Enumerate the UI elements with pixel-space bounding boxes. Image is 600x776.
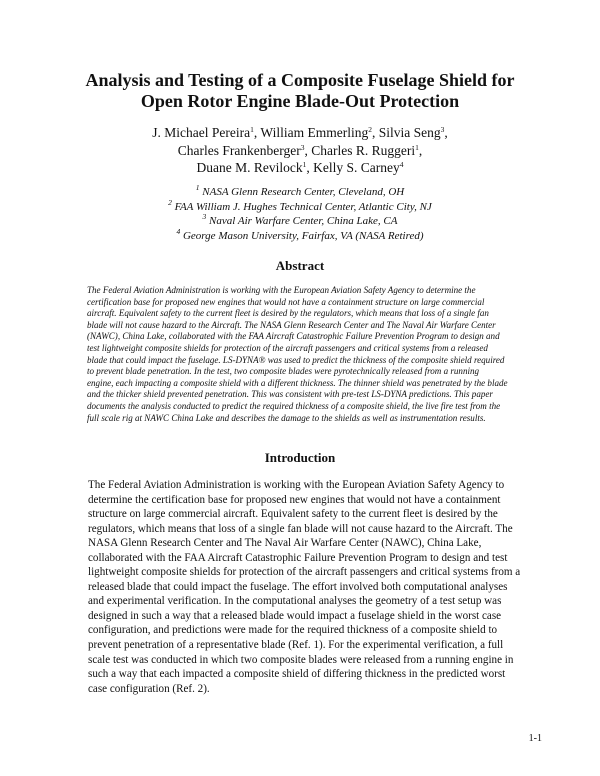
affiliation-text: Naval Air Warfare Center, China Lake, CA [209,215,398,227]
author-affiliation-mark: 1 [250,125,254,134]
author-list [40,124,560,177]
author-name: Charles Frankenberger [177,142,301,158]
author-name: J. Michael Pereira [152,125,251,140]
introduction-line: collaborated with the FAA Aircraft Catastrophic Failure Prevention Program to design and test [88,551,508,564]
abstract-line: blade will not cause hazard to the Aircraft. The NASA Glenn Research Center and The Naval Air Warfare Center [87,319,496,330]
affiliation [40,185,560,200]
affiliation [40,226,560,244]
affiliation [40,197,560,215]
author-name: Silvia Seng [378,125,441,140]
author-name: Charles R. Ruggeri [311,142,416,158]
affiliation-number: 4 [176,226,181,236]
affiliation-text: FAA William J. Hughes Technical Center, Atlantic City, NJ [174,200,432,213]
abstract-line: full scale rig at NAWC China Lake and describes the damage to the shields as well as instrumentation results. [87,412,486,423]
abstract-line: certification base for proposed new engines that would not have a containment structure on large commercial [87,296,485,307]
paper-title [40,70,560,112]
author-line: J. Michael Pereira$^1$, William Emmerling$^2$, Silvia Seng$^3$, [152,125,448,140]
introduction-line: scale test was conducted in which two composite blades were released from a running engine in [88,653,514,666]
title-line: Open Rotor Engine Blade-Out Protection [140,91,460,111]
page-number: 1-1 [528,733,542,744]
affiliation-text: NASA Glenn Research Center, Cleveland, OH [202,186,405,198]
affiliation-text: George Mason University, Fairfax, VA (NASA Retired) [182,229,424,242]
abstract-line: engine, each impacting a composite shield with a different thickness. The thinner shield was penetrated by the blade [87,377,508,388]
introduction-line: and experimental verification. In the computational analyses the geometry of a test setup was [88,595,502,608]
introduction-line: case configuration (Ref. 2). [88,682,210,695]
author-name: Duane M. Revilock [196,160,303,175]
author-affiliation-mark: 3 [440,125,445,134]
introduction-line: NASA Glenn Research Center and The Naval Air Warfare Center (NAWC), China Lake, [88,537,482,550]
affiliation-number: 2 [168,197,172,207]
introduction-line: configuration, and predictions were made for the required thickness of a composite shield to [88,624,498,637]
author-name: William Emmerling [260,125,369,140]
introduction-line: lightweight composite shields for protection of the aircraft passengers and critical systems from a [88,566,521,579]
author-affiliation-mark: 1 [415,142,419,152]
abstract-line: (NAWC), China Lake, collaborated with the FAA Aircraft Catastrophic Failure Prevention Program to design and [87,331,500,342]
introduction-heading: Introduction [264,450,336,465]
author-line: Charles Frankenberger$^3$, Charles R. Ruggeri$^1$, [177,142,423,158]
abstract-line: aircraft. Equivalent safety to the current fleet is desired by the regulators, which means that loss of a single fan [87,308,489,319]
author-line: Duane M. Revilock$^1$, Kelly S. Carney$^4$ [196,160,404,175]
introduction-line: structure on large commercial aircraft. Equivalent safety to the current fleet is desired by the [88,508,498,521]
author-affiliation-mark: 4 [399,160,404,169]
abstract-heading: Abstract [275,258,325,273]
introduction-line: The Federal Aviation Administration is working with the European Aviation Safety Agency to [88,479,505,491]
abstract-line: documents the analysis conducted to predict the required thickness of a composite shield, the live fire test from the [87,400,501,411]
affiliation-number: 3 [202,212,207,221]
introduction-line: designed in such a way that a released blade would impact a fuselage shield in the worst case [88,609,502,622]
introduction-line: such a way that each impacted a composite shield of differing thickness in the predicted worst [88,668,506,681]
author-name: Kelly S. Carney [313,160,400,175]
author-affiliation-mark: 2 [368,125,372,134]
abstract-line: to prevent blade penetration. In the test, two composite blades were pyrotechnically released from a running [87,366,480,377]
affiliation-list [40,185,560,243]
introduction-body [88,478,521,696]
abstract-line: and the thicker shield prevented penetration. This was consistent with pre-test LS-DYNA predictions. This paper [87,389,493,400]
affiliation-number: 1 [195,183,200,192]
introduction-line: prevent penetration of a representative blade (Ref. 1). For the experimental verification, a full [88,639,504,652]
introduction-line: regulators, which means that loss of a single fan blade will not cause hazard to the Aircraft. The [88,522,513,535]
abstract-body [87,285,517,424]
author-affiliation-mark: 3 [300,142,305,152]
abstract-line: blade that could impact the fuselage. LS-DYNA® was used to predict the thickness of the composite shield required [87,354,505,365]
introduction-line: released blade that could impact the fuselage. The effort involved both computational analyses [88,580,508,593]
author-affiliation-mark: 1 [302,160,307,169]
affiliation [40,214,560,229]
introduction-line: determine the certification base for proposed new engines that would not have a containment [88,493,501,506]
abstract-line: test lightweight composite shields for protection of the aircraft passengers and critical systems from a released [87,342,488,353]
abstract-line: The Federal Aviation Administration is working with the European Aviation Safety Agency to determine the [87,285,476,295]
title-line: Analysis and Testing of a Composite Fuselage Shield for [85,70,515,90]
